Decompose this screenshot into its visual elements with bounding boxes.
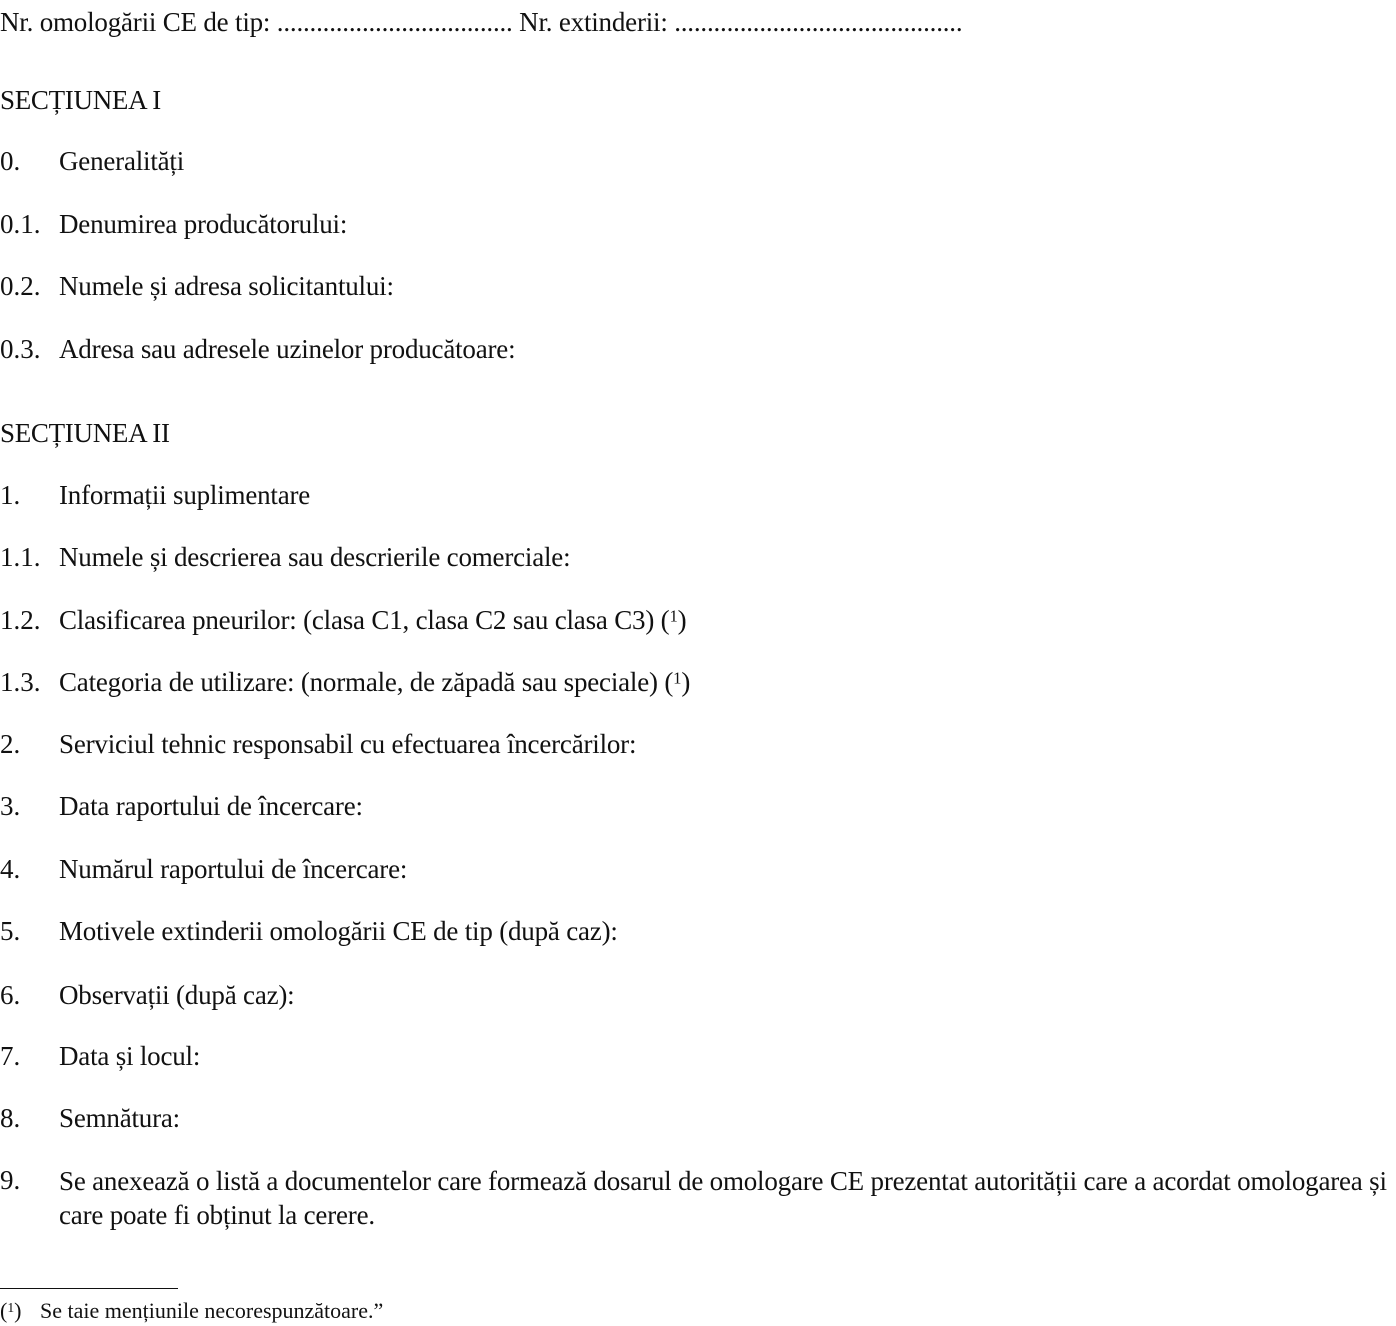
item-text: Motivele extinderii omologării CE de tip (după caz):: [59, 916, 618, 946]
item-number: 0.3.: [0, 334, 41, 364]
item-text: Generalități: [59, 146, 185, 176]
approval-number-field: ....................................: [276, 7, 513, 37]
item-text-main: Clasificarea pneurilor: (clasa C1, clasa C2 sau clasa C3) (: [59, 605, 670, 635]
item-text: Data și locul:: [59, 1041, 201, 1071]
item-number: 6.: [0, 980, 21, 1010]
extension-number-label: Nr. extinderii:: [519, 7, 668, 37]
item-number: 5.: [0, 916, 21, 946]
footnote: [0, 1297, 383, 1325]
item-number: 0.2.: [0, 271, 41, 301]
item-text: Semnătura:: [59, 1103, 180, 1133]
item-text: Adresa sau adresele uzinelor producătoare:: [59, 334, 516, 364]
item-text: Numele și descrierea sau descrierile comerciale:: [59, 542, 571, 572]
item-text: [59, 666, 1396, 700]
item-text: [59, 604, 1396, 638]
section-1-heading: SECȚIUNEA I: [0, 85, 161, 115]
item-number: 1.3.: [0, 667, 41, 697]
footnote-text: Se taie mențiunile necorespunzătoare.”: [40, 1298, 384, 1323]
approval-number-line: [0, 6, 962, 40]
item-text-close: ): [681, 667, 691, 697]
item-number: 8.: [0, 1103, 21, 1133]
item-text: Se anexează o listă a documentelor care formează dosarul de omologare CE prezentat autorității care a acordat omologarea și care poate fi obținut la cerere.: [59, 1166, 1387, 1230]
item-number: 1.: [0, 480, 21, 510]
item-text: Denumirea producătorului:: [59, 209, 348, 239]
item-text: Informații suplimentare: [59, 480, 311, 510]
section-2-heading: SECȚIUNEA II: [0, 418, 170, 448]
item-number: 1.1.: [0, 542, 41, 572]
item-text-close: ): [677, 605, 687, 635]
item-text: Numele și adresa solicitantului:: [59, 271, 394, 301]
footnote-reference: 1: [669, 606, 678, 626]
footnote-reference: 1: [673, 668, 682, 688]
extension-number-field: ............................................: [674, 7, 963, 37]
item-number: 3.: [0, 791, 21, 821]
item-text: Serviciul tehnic responsabil cu efectuarea încercărilor:: [59, 729, 637, 759]
item-text: Observații (după caz):: [59, 980, 295, 1010]
approval-number-label: Nr. omologării CE de tip:: [0, 7, 271, 37]
item-number: 9.: [0, 1165, 21, 1195]
footnote-marker-number: 1: [7, 1299, 15, 1315]
item-number: 7.: [0, 1041, 21, 1071]
footnote-marker: ($^1$): [0, 1298, 22, 1323]
item-number: 0.: [0, 146, 21, 176]
item-number: 0.1.: [0, 209, 41, 239]
item-number: 1.2.: [0, 605, 41, 635]
item-number: 2.: [0, 729, 21, 759]
item-number: 4.: [0, 854, 21, 884]
footnote-divider: [0, 1288, 178, 1289]
item-text: Data raportului de încercare:: [59, 791, 363, 821]
item-text: Numărul raportului de încercare:: [59, 854, 408, 884]
item-text-main: Categoria de utilizare: (normale, de zăpadă sau speciale) (: [59, 667, 674, 697]
